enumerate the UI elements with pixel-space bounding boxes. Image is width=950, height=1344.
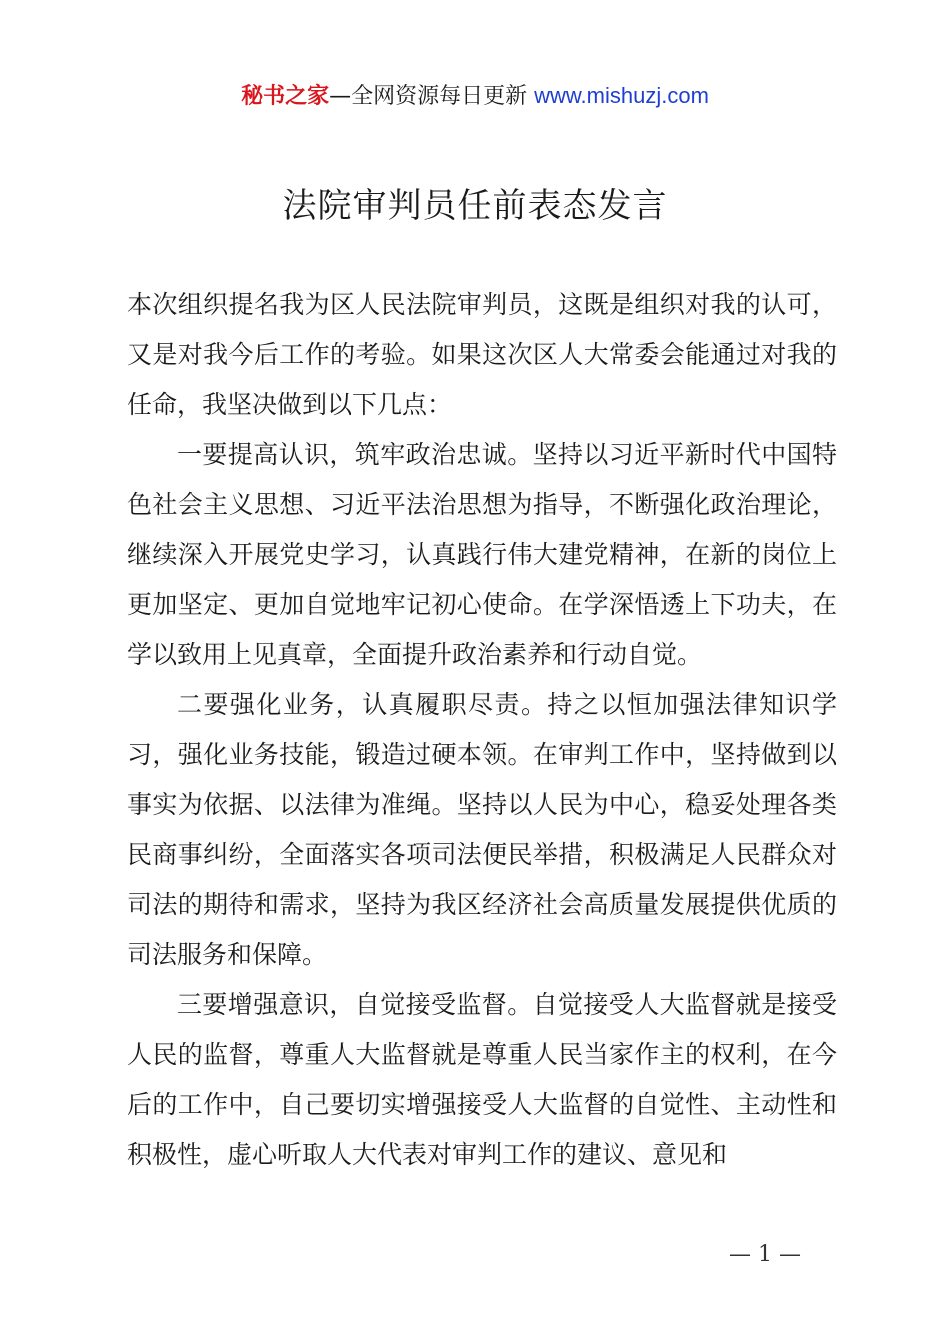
paragraph-intro: 本次组织提名我为区人民法院审判员，这既是组织对我的认可，又是对我今后工作的考验。如果这次区人大常委会能通过对我的任命，我坚决做到以下几点： — [127, 290, 837, 419]
site-header — [0, 80, 950, 113]
paragraph-point-3: 三要增强意识，自觉接受监督。自觉接受人大监督就是接受人民的监督，尊重人大监督就是尊重人民当家作主的权利，在今后的工作中，自己要切实增强接受人大监督的自觉性、主动性和积极性，虚心听取人大代表对审判工作的建议、意见和 — [127, 990, 837, 1169]
header-tagline: —全网资源每日更新 — [329, 84, 535, 109]
paragraph-point-2: 二要强化业务，认真履职尽责。持之以恒加强法律知识学习，强化业务技能，锻造过硬本领。在审判工作中，坚持做到以事实为依据、以法律为准绳。坚持以人民为中心，稳妥处理各类民商事纠纷，全面落实各项司法便民举措，积极满足人民群众对司法的期待和需求，坚持为我区经济社会高质量发展提供优质的司法服务和保障。 — [127, 690, 837, 969]
paragraph-point-1: 一要提高认识，筑牢政治忠诚。坚持以习近平新时代中国特色社会主义思想、习近平法治思想为指导，不断强化政治理论，继续深入开展党史学习，认真践行伟大建党精神，在新的岗位上更加坚定、更加自觉地牢记初心使命。在学深悟透上下功夫，在学以致用上见真章，全面提升政治素养和行动自觉。 — [127, 440, 837, 669]
site-url-link[interactable]: www.mishuzj.com — [534, 83, 709, 108]
document-body — [127, 280, 837, 1180]
brand-name: 秘书之家 — [241, 84, 330, 109]
document-title: 法院审判员任前表态发言 — [282, 186, 668, 226]
page-number: — 1 — — [729, 1242, 801, 1267]
